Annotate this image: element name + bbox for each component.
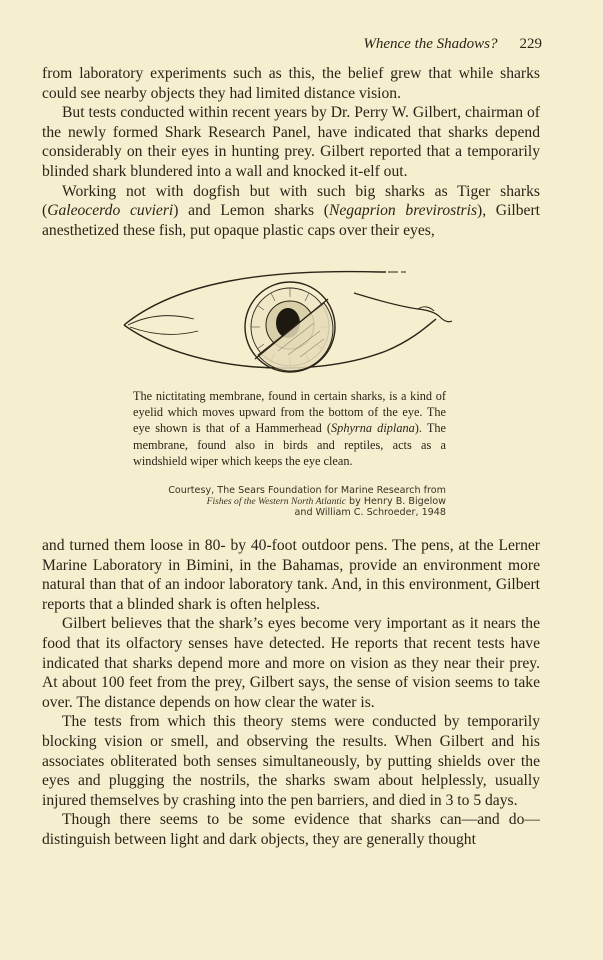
species-name: Negaprion brevirostris: [328, 202, 478, 220]
running-head: [300, 36, 542, 53]
paragraph: and turned them loose in 80- by 40-foot outdoor pens. The pens, at the Lerner Marine Laboratory in Bimini, in the Bahamas, provide an environment more natural than that of an indoor laboratory tank. And, in this environment, Gilbert reports that a blinded shark is often helpless.: [42, 537, 540, 613]
body-text-bottom: [42, 536, 540, 850]
text-run: The nictitating membrane, found in certain sharks, is a kind of eyelid which moves upward from the bottom of the eye. The eye shown is that of a Hammerhead (: [133, 389, 446, 436]
paragraph: from laboratory experiments such as this, the belief grew that while sharks could see nearby objects they had limited distance vision.: [42, 65, 540, 102]
text-run: Working not with dogfish but with such big sharks as Tiger sharks (: [42, 182, 540, 220]
page-number: 229: [519, 36, 542, 52]
figure-caption: [133, 388, 446, 469]
figure-credit: [133, 485, 446, 519]
species-name: Galeocerdo cuvieri: [47, 202, 174, 220]
caption-text: [133, 388, 446, 469]
body-text-top: [42, 64, 540, 240]
text-run: ), Gilbert anesthetized these fish, put opaque plastic caps over their eyes,: [42, 202, 540, 239]
shark-eye-drawing: [118, 263, 454, 385]
chapter-title: Whence the Shadows?: [363, 36, 498, 52]
paragraph: Though there seems to be some evidence that sharks can—and do—distinguish between light and dark objects, they are generally thought: [42, 811, 540, 848]
credit-line: [133, 496, 446, 507]
text-run: by Henry B. Bigelow: [345, 496, 446, 508]
paragraph: But tests conducted within recent years by Dr. Perry W. Gilbert, chairman of the newly formed Shark Research Panel, have indicated that sharks depend considerably on their eyes in hunting prey. Gilbert reported that a temporarily blinded shark blundered into a wall and knocked it-elf out.: [42, 104, 540, 180]
paragraph: The tests from which this theory stems were conducted by temporarily blocking vision or smell, and observing the results. When Gilbert and his associates obliterated both senses simultaneously, by putting shields over the eyes and plugging the nostrils, the sharks swam about helplessly, usually injured themselves by crashing into the pen barriers, and died in 3 to 5 days.: [42, 713, 540, 809]
text-run: ) and Lemon sharks (: [173, 202, 329, 220]
text-run: ). The membrane, found also in birds and reptiles, acts as a windshield wiper which keeps the eye clean.: [133, 421, 446, 468]
eye-illustration: [118, 263, 454, 385]
paragraph: [42, 182, 540, 241]
book-title: Fishes of the Western North Atlantic: [206, 496, 346, 508]
paragraph: Gilbert believes that the shark’s eyes become very important as it nears the food that its olfactory senses have detected. He reports that recent tests have indicated that sharks depend more and more on vision as they near their prey. At about 100 feet from the prey, Gilbert says, the sense of vision seems to take over. The distance depends on how clear the water is.: [42, 615, 540, 711]
credit-line: Courtesy, The Sears Foundation for Marine Research from: [168, 485, 446, 496]
credit-line: and William C. Schroeder, 1948: [294, 507, 446, 519]
species-name: Sphyrna diplana: [331, 421, 415, 436]
